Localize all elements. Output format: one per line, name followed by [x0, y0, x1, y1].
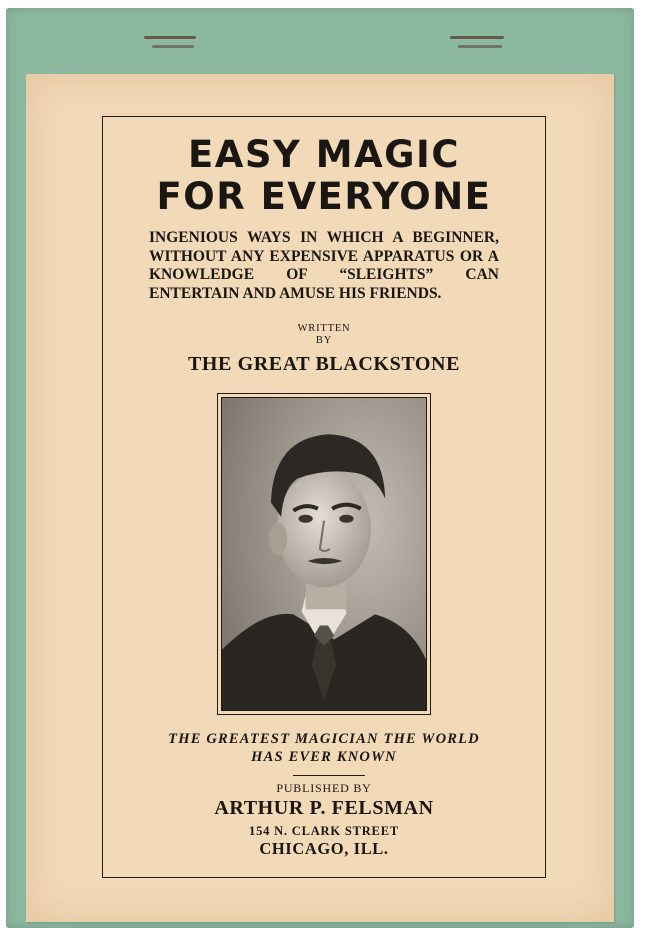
written-label: WRITTEN: [297, 323, 351, 334]
description: INGENIOUS WAYS IN WHICH A BEGINNER, WITHOUT ANY EXPENSIVE APPARATUS OR A KNOWLEDGE OF “SLEIGHTS” CAN ENTERTAIN AND AMUSE HIS FRIENDS.: [149, 229, 499, 302]
staple-mark-right: [450, 36, 504, 39]
author-name: THE GREAT BLACKSTONE: [187, 353, 461, 375]
publisher-address: 154 N. CLARK STREET: [249, 824, 399, 838]
divider-rule: [293, 775, 365, 776]
portrait-illustration: [222, 398, 426, 710]
by-label: BY: [315, 335, 333, 346]
title-line-2: FOR EVERYONE: [156, 175, 492, 218]
publisher-city: CHICAGO, ILL.: [259, 839, 389, 858]
title-page: [26, 74, 614, 922]
staple-mark-left: [144, 36, 196, 39]
publisher-name: ARTHUR P. FELSMAN: [214, 797, 434, 819]
staple-mark-left-lower: [152, 45, 194, 48]
staple-mark-right-lower: [458, 45, 502, 48]
title-line-1: EASY MAGIC: [188, 133, 460, 176]
portrait-frame: [217, 393, 431, 715]
caption-line-2: HAS EVER KNOWN: [251, 749, 397, 765]
portrait-photo: [221, 397, 427, 711]
caption-line-1: THE GREATEST MAGICIAN THE WORLD: [168, 731, 480, 747]
border-frame: [102, 116, 546, 878]
published-by-label: PUBLISHED BY: [276, 781, 372, 795]
